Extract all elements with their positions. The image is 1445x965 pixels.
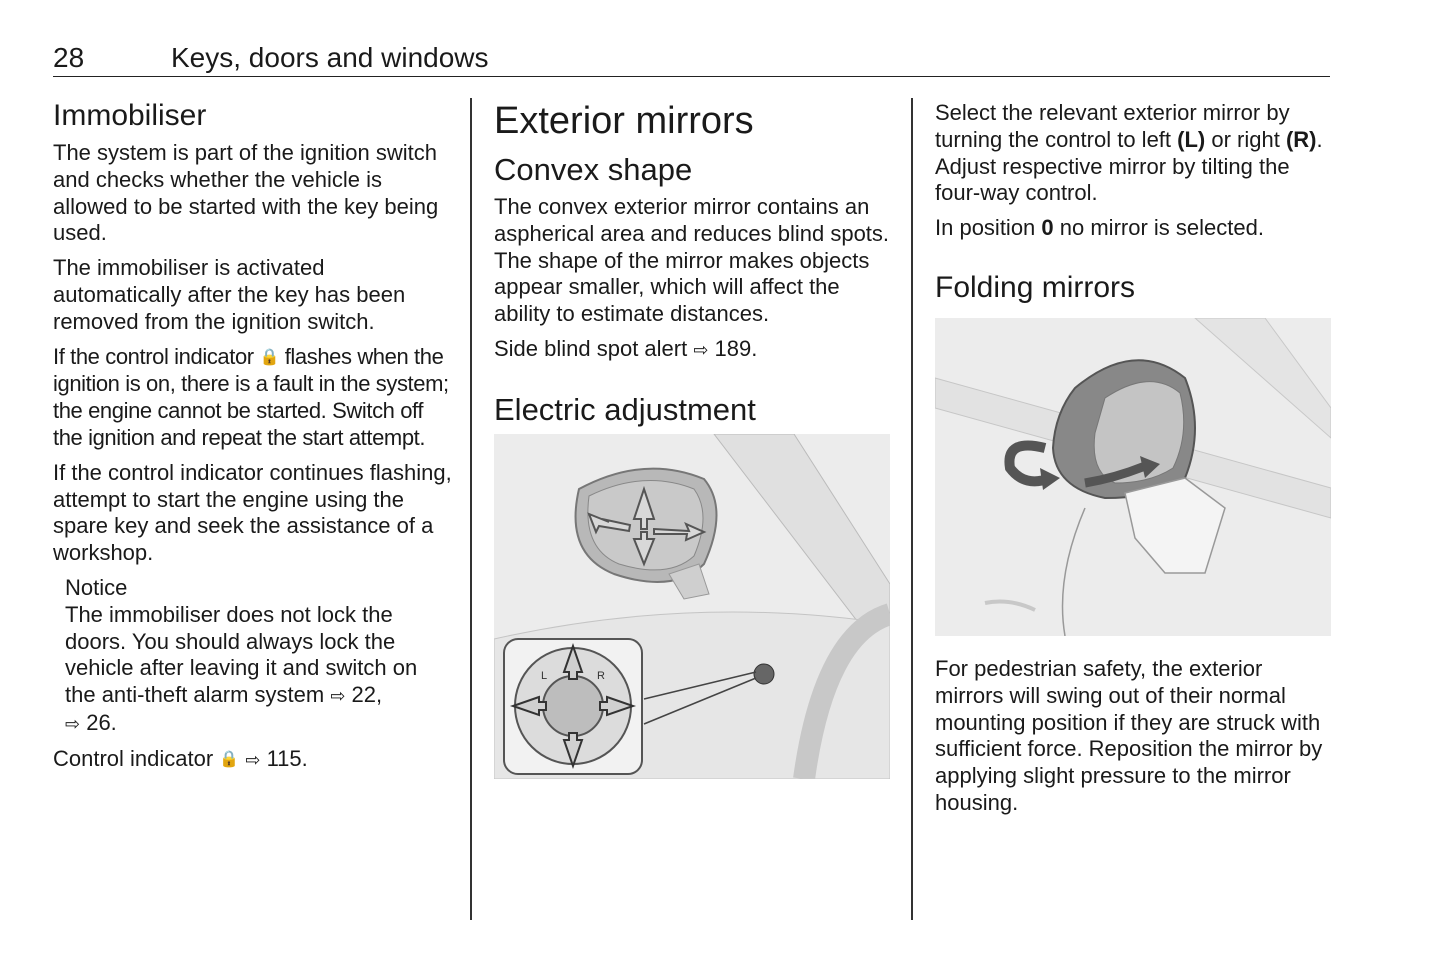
heading-electric-adjustment: Electric adjustment bbox=[494, 391, 756, 427]
text: Side blind spot alert bbox=[494, 335, 694, 361]
text: If the control indicator bbox=[53, 343, 260, 369]
page-reference[interactable]: 115. bbox=[260, 745, 308, 771]
paragraph: If the control indicator continues flashing, attempt to start the engine using the spare key and seek the assistance of a workshop. bbox=[53, 459, 452, 566]
page-number: 28 bbox=[53, 42, 85, 73]
page-reference[interactable]: 22, bbox=[345, 682, 383, 708]
column-immobiliser bbox=[53, 98, 453, 782]
paragraph: The convex exterior mirror contains an aspherical area and reduces blind spots. The shape of the mirror makes objects appear smaller, which will affect the ability to estimate distances. bbox=[494, 194, 890, 327]
paragraph bbox=[53, 746, 453, 774]
lock-icon: 🔒 bbox=[259, 348, 279, 366]
text: Select the relevant exterior mirror by turning the control to left bbox=[935, 100, 1290, 152]
column-divider bbox=[911, 98, 913, 920]
column-folding-mirrors bbox=[935, 100, 1335, 825]
page-reference[interactable]: 26. bbox=[80, 709, 117, 735]
reference-arrow-icon: ⇨ bbox=[330, 686, 346, 707]
paragraph bbox=[935, 215, 1335, 242]
paragraph: The immobiliser is activated automatically after the key has been removed from the ignition switch. bbox=[53, 255, 406, 334]
column-exterior-mirrors bbox=[494, 98, 894, 779]
heading-convex-shape: Convex shape bbox=[494, 152, 693, 187]
text: In position bbox=[935, 215, 1042, 241]
heading-exterior-mirrors: Exterior mirrors bbox=[494, 100, 754, 142]
text: . Adjust respective mirror by tilting the four-way control. bbox=[935, 126, 1323, 206]
knob-right-label: R bbox=[597, 669, 605, 682]
lock-icon: 🔒 bbox=[219, 750, 240, 768]
knob-left-label: L bbox=[541, 669, 548, 682]
text-bold: (L) bbox=[1177, 126, 1206, 152]
page-reference[interactable]: 189. bbox=[708, 335, 758, 361]
paragraph bbox=[935, 100, 1335, 207]
heading-immobiliser: Immobiliser bbox=[53, 99, 207, 132]
text: or right bbox=[1205, 126, 1286, 152]
text-bold: 0 bbox=[1041, 215, 1054, 241]
paragraph bbox=[494, 336, 894, 364]
text: The immobiliser does not lock the doors. You should always lock the vehicle after leaving it and switch on the anti-theft alarm system bbox=[65, 601, 418, 708]
notice-text bbox=[65, 602, 453, 738]
notice-box bbox=[65, 575, 453, 738]
page-header bbox=[53, 42, 1330, 77]
mirror-adjustment-illustration bbox=[494, 434, 890, 779]
text: no mirror is selected. bbox=[1053, 215, 1264, 241]
text-bold: (R) bbox=[1285, 126, 1317, 152]
heading-folding-mirrors: Folding mirrors bbox=[935, 270, 1136, 304]
folding-mirror-illustration bbox=[935, 318, 1331, 636]
reference-arrow-icon: ⇨ bbox=[65, 713, 81, 734]
reference-arrow-icon: ⇨ bbox=[245, 749, 261, 770]
text: flashes when the ignition is on, there is a fault in the system; the engine cannot be started. Switch off the ignition and repeat the start attempt. bbox=[53, 343, 449, 450]
notice-title: Notice bbox=[65, 574, 128, 600]
paragraph: The system is part of the ignition switch and checks whether the vehicle is allowed to be started with the key being used. bbox=[53, 140, 439, 246]
text: Control indicator bbox=[53, 745, 220, 771]
paragraph bbox=[53, 344, 453, 452]
paragraph: For pedestrian safety, the exterior mirrors will swing out of their normal mounting position if they are struck with sufficient force. Reposition the mirror by applying slight pressure to the mirror housing. bbox=[935, 655, 1323, 815]
column-divider bbox=[470, 98, 472, 920]
reference-arrow-icon: ⇨ bbox=[693, 339, 709, 360]
section-title: Keys, doors and windows bbox=[171, 42, 489, 73]
